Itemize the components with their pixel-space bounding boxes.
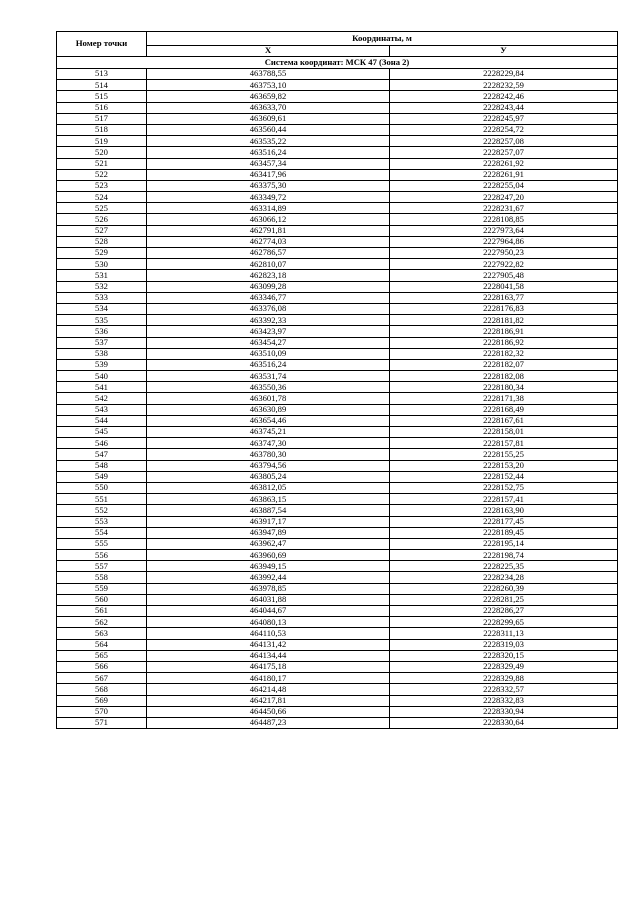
x-coordinate-cell: 464450,66: [147, 706, 390, 717]
table-row: [57, 236, 618, 247]
point-number-cell: 570: [57, 706, 147, 717]
y-coordinate-cell: 2228261,91: [390, 169, 618, 180]
point-number-cell: 553: [57, 516, 147, 527]
x-coordinate-cell: 463887,54: [147, 505, 390, 516]
y-coordinate-cell: 2228198,74: [390, 550, 618, 561]
y-coordinate-cell: 2228232,59: [390, 80, 618, 91]
x-header: X: [147, 46, 390, 57]
table-row: [57, 527, 618, 538]
x-coordinate-cell: 464080,13: [147, 617, 390, 628]
point-number-cell: 524: [57, 192, 147, 203]
point-number-cell: 534: [57, 303, 147, 314]
table-row: [57, 169, 618, 180]
point-number-cell: 543: [57, 404, 147, 415]
table-row: [57, 136, 618, 147]
point-number-cell: 561: [57, 606, 147, 617]
table-row: [57, 326, 618, 337]
point-number-cell: 517: [57, 113, 147, 124]
point-number-cell: 550: [57, 482, 147, 493]
x-coordinate-cell: 463454,27: [147, 337, 390, 348]
x-coordinate-cell: 463417,96: [147, 169, 390, 180]
x-coordinate-cell: 464044,67: [147, 606, 390, 617]
table-row: [57, 147, 618, 158]
y-coordinate-cell: 2228320,15: [390, 650, 618, 661]
point-number-cell: 537: [57, 337, 147, 348]
point-number-cell: 520: [57, 147, 147, 158]
x-coordinate-cell: 463747,30: [147, 438, 390, 449]
x-coordinate-cell: 464175,18: [147, 661, 390, 672]
x-coordinate-cell: 463535,22: [147, 136, 390, 147]
y-coordinate-cell: 2228332,57: [390, 684, 618, 695]
y-coordinate-cell: 2228330,64: [390, 717, 618, 728]
point-number-cell: 514: [57, 80, 147, 91]
point-number-cell: 535: [57, 315, 147, 326]
x-coordinate-cell: 463659,82: [147, 91, 390, 102]
y-coordinate-cell: 2228311,13: [390, 628, 618, 639]
x-coordinate-cell: 463788,55: [147, 69, 390, 80]
table-row: [57, 606, 618, 617]
table-row: [57, 471, 618, 482]
table-row: [57, 371, 618, 382]
y-coordinate-cell: 2228286,27: [390, 606, 618, 617]
y-coordinate-cell: 2228225,35: [390, 561, 618, 572]
table-row: [57, 505, 618, 516]
table-row: [57, 449, 618, 460]
point-number-cell: 542: [57, 393, 147, 404]
point-number-cell: 526: [57, 214, 147, 225]
y-coordinate-cell: 2228108,85: [390, 214, 618, 225]
table-row: [57, 427, 618, 438]
x-coordinate-cell: 463745,21: [147, 427, 390, 438]
x-coordinate-cell: 464487,23: [147, 717, 390, 728]
table-row: [57, 259, 618, 270]
coordinates-header: Координаты, м: [147, 32, 618, 46]
x-coordinate-cell: 463633,70: [147, 102, 390, 113]
point-number-cell: 522: [57, 169, 147, 180]
x-coordinate-cell: 463457,34: [147, 158, 390, 169]
x-coordinate-cell: 463346,77: [147, 292, 390, 303]
x-coordinate-cell: 463550,36: [147, 382, 390, 393]
x-coordinate-cell: 462810,07: [147, 259, 390, 270]
x-coordinate-cell: 463794,56: [147, 460, 390, 471]
point-number-cell: 548: [57, 460, 147, 471]
x-coordinate-cell: 463609,61: [147, 113, 390, 124]
point-number-cell: 560: [57, 594, 147, 605]
point-number-cell: 529: [57, 248, 147, 259]
x-coordinate-cell: 463376,08: [147, 303, 390, 314]
y-header: У: [390, 46, 618, 57]
point-number-cell: 523: [57, 180, 147, 191]
y-coordinate-cell: 2228157,81: [390, 438, 618, 449]
y-coordinate-cell: 2228171,38: [390, 393, 618, 404]
y-coordinate-cell: 2228260,39: [390, 583, 618, 594]
table-row: [57, 583, 618, 594]
y-coordinate-cell: 2227964,86: [390, 236, 618, 247]
table-row: [57, 248, 618, 259]
y-coordinate-cell: 2228243,44: [390, 102, 618, 113]
point-number-cell: 559: [57, 583, 147, 594]
x-coordinate-cell: 463753,10: [147, 80, 390, 91]
y-coordinate-cell: 2228231,67: [390, 203, 618, 214]
table-row: [57, 650, 618, 661]
point-number-cell: 518: [57, 124, 147, 135]
table-row: [57, 661, 618, 672]
point-number-cell: 551: [57, 494, 147, 505]
y-coordinate-cell: 2228299,65: [390, 617, 618, 628]
y-coordinate-cell: 2228163,90: [390, 505, 618, 516]
point-number-cell: 527: [57, 225, 147, 236]
point-number-cell: 571: [57, 717, 147, 728]
x-coordinate-cell: 464131,42: [147, 639, 390, 650]
x-coordinate-cell: 463423,97: [147, 326, 390, 337]
x-coordinate-cell: 463630,89: [147, 404, 390, 415]
y-coordinate-cell: 2228152,44: [390, 471, 618, 482]
table-row: [57, 404, 618, 415]
point-number-cell: 556: [57, 550, 147, 561]
coordinates-table: [56, 31, 618, 729]
point-number-cell: 569: [57, 695, 147, 706]
point-number-cell: 525: [57, 203, 147, 214]
table-row: [57, 415, 618, 426]
table-row: [57, 628, 618, 639]
point-number-cell: 564: [57, 639, 147, 650]
point-number-header: Номер точки: [57, 32, 147, 57]
x-coordinate-cell: 463066,12: [147, 214, 390, 225]
x-coordinate-cell: 463978,85: [147, 583, 390, 594]
table-row: [57, 225, 618, 236]
point-number-cell: 544: [57, 415, 147, 426]
table-row: [57, 113, 618, 124]
point-number-cell: 515: [57, 91, 147, 102]
x-coordinate-cell: 463960,69: [147, 550, 390, 561]
table-row: [57, 550, 618, 561]
y-coordinate-cell: 2228152,75: [390, 482, 618, 493]
x-coordinate-cell: 463099,28: [147, 281, 390, 292]
table-row: [57, 617, 618, 628]
table-row: [57, 158, 618, 169]
point-number-cell: 536: [57, 326, 147, 337]
x-coordinate-cell: 464217,81: [147, 695, 390, 706]
y-coordinate-cell: 2228329,88: [390, 673, 618, 684]
x-coordinate-cell: 463947,89: [147, 527, 390, 538]
table-body: [57, 57, 618, 729]
y-coordinate-cell: 2228182,08: [390, 371, 618, 382]
x-coordinate-cell: 463516,24: [147, 359, 390, 370]
y-coordinate-cell: 2228242,46: [390, 91, 618, 102]
point-number-cell: 521: [57, 158, 147, 169]
x-coordinate-cell: 463949,15: [147, 561, 390, 572]
table-row: [57, 438, 618, 449]
point-number-cell: 540: [57, 371, 147, 382]
y-coordinate-cell: 2228255,04: [390, 180, 618, 191]
point-number-cell: 565: [57, 650, 147, 661]
x-coordinate-cell: 463392,33: [147, 315, 390, 326]
y-coordinate-cell: 2228182,07: [390, 359, 618, 370]
table-row: [57, 192, 618, 203]
point-number-cell: 545: [57, 427, 147, 438]
y-coordinate-cell: 2228330,94: [390, 706, 618, 717]
table-row: [57, 292, 618, 303]
y-coordinate-cell: 2228176,83: [390, 303, 618, 314]
point-number-cell: 555: [57, 538, 147, 549]
table-row: [57, 717, 618, 728]
y-coordinate-cell: 2227922,82: [390, 259, 618, 270]
y-coordinate-cell: 2228157,41: [390, 494, 618, 505]
y-coordinate-cell: 2227905,48: [390, 270, 618, 281]
table-row: [57, 572, 618, 583]
point-number-cell: 568: [57, 684, 147, 695]
y-coordinate-cell: 2228168,49: [390, 404, 618, 415]
y-coordinate-cell: 2228163,77: [390, 292, 618, 303]
x-coordinate-cell: 463917,17: [147, 516, 390, 527]
point-number-cell: 566: [57, 661, 147, 672]
point-number-cell: 513: [57, 69, 147, 80]
x-coordinate-cell: 463531,74: [147, 371, 390, 382]
table-row: [57, 460, 618, 471]
y-coordinate-cell: 2228229,84: [390, 69, 618, 80]
y-coordinate-cell: 2228195,14: [390, 538, 618, 549]
table-row: [57, 281, 618, 292]
y-coordinate-cell: 2228319,03: [390, 639, 618, 650]
x-coordinate-cell: 463314,89: [147, 203, 390, 214]
x-coordinate-cell: 462791,81: [147, 225, 390, 236]
x-coordinate-cell: 464134,44: [147, 650, 390, 661]
point-number-cell: 538: [57, 348, 147, 359]
x-coordinate-cell: 464031,88: [147, 594, 390, 605]
y-coordinate-cell: 2228189,45: [390, 527, 618, 538]
document-page: [56, 31, 617, 729]
table-row: [57, 684, 618, 695]
y-coordinate-cell: 2228167,61: [390, 415, 618, 426]
x-coordinate-cell: 463812,05: [147, 482, 390, 493]
y-coordinate-cell: 2228234,28: [390, 572, 618, 583]
x-coordinate-cell: 462774,03: [147, 236, 390, 247]
point-number-cell: 567: [57, 673, 147, 684]
table-row: [57, 69, 618, 80]
y-coordinate-cell: 2228245,97: [390, 113, 618, 124]
y-coordinate-cell: 2228155,25: [390, 449, 618, 460]
point-number-cell: 530: [57, 259, 147, 270]
x-coordinate-cell: 463863,15: [147, 494, 390, 505]
table-row: [57, 516, 618, 527]
table-row: [57, 695, 618, 706]
y-coordinate-cell: 2228182,32: [390, 348, 618, 359]
table-row: [57, 124, 618, 135]
point-number-cell: 531: [57, 270, 147, 281]
table-row: [57, 337, 618, 348]
table-row: [57, 214, 618, 225]
y-coordinate-cell: 2228177,45: [390, 516, 618, 527]
x-coordinate-cell: 463992,44: [147, 572, 390, 583]
table-row: [57, 203, 618, 214]
table-row: [57, 359, 618, 370]
x-coordinate-cell: 463601,78: [147, 393, 390, 404]
y-coordinate-cell: 2228257,08: [390, 136, 618, 147]
x-coordinate-cell: 464110,53: [147, 628, 390, 639]
table-row: [57, 348, 618, 359]
y-coordinate-cell: 2228181,82: [390, 315, 618, 326]
y-coordinate-cell: 2227973,64: [390, 225, 618, 236]
table-row: [57, 393, 618, 404]
table-row: [57, 494, 618, 505]
table-row: [57, 315, 618, 326]
coordinate-system-row: [57, 57, 618, 69]
point-number-cell: 541: [57, 382, 147, 393]
y-coordinate-cell: 2228281,25: [390, 594, 618, 605]
y-coordinate-cell: 2228186,92: [390, 337, 618, 348]
y-coordinate-cell: 2228158,01: [390, 427, 618, 438]
table-row: [57, 91, 618, 102]
y-coordinate-cell: 2228254,72: [390, 124, 618, 135]
x-coordinate-cell: 463962,47: [147, 538, 390, 549]
table-row: [57, 594, 618, 605]
table-row: [57, 639, 618, 650]
table-row: [57, 80, 618, 91]
y-coordinate-cell: 2228261,92: [390, 158, 618, 169]
x-coordinate-cell: 462786,57: [147, 248, 390, 259]
point-number-cell: 563: [57, 628, 147, 639]
y-coordinate-cell: 2227950,23: [390, 248, 618, 259]
x-coordinate-cell: 463349,72: [147, 192, 390, 203]
point-number-cell: 547: [57, 449, 147, 460]
x-coordinate-cell: 463516,24: [147, 147, 390, 158]
point-number-cell: 557: [57, 561, 147, 572]
x-coordinate-cell: 464214,48: [147, 684, 390, 695]
table-row: [57, 102, 618, 113]
point-number-cell: 528: [57, 236, 147, 247]
table-row: [57, 561, 618, 572]
x-coordinate-cell: 463654,46: [147, 415, 390, 426]
table-row: [57, 706, 618, 717]
x-coordinate-cell: 463805,24: [147, 471, 390, 482]
y-coordinate-cell: 2228180,34: [390, 382, 618, 393]
point-number-cell: 562: [57, 617, 147, 628]
point-number-cell: 519: [57, 136, 147, 147]
table-row: [57, 673, 618, 684]
y-coordinate-cell: 2228329,49: [390, 661, 618, 672]
point-number-cell: 549: [57, 471, 147, 482]
table-row: [57, 180, 618, 191]
y-coordinate-cell: 2228257,07: [390, 147, 618, 158]
point-number-cell: 554: [57, 527, 147, 538]
y-coordinate-cell: 2228332,83: [390, 695, 618, 706]
x-coordinate-cell: 463375,30: [147, 180, 390, 191]
table-row: [57, 538, 618, 549]
coordinate-system-label: Система координат: МСК 47 (Зона 2): [57, 57, 618, 69]
table-row: [57, 270, 618, 281]
point-number-cell: 532: [57, 281, 147, 292]
y-coordinate-cell: 2228041,58: [390, 281, 618, 292]
y-coordinate-cell: 2228186,91: [390, 326, 618, 337]
point-number-cell: 546: [57, 438, 147, 449]
point-number-cell: 558: [57, 572, 147, 583]
x-coordinate-cell: 463560,44: [147, 124, 390, 135]
table-row: [57, 303, 618, 314]
x-coordinate-cell: 462823,18: [147, 270, 390, 281]
point-number-cell: 552: [57, 505, 147, 516]
point-number-cell: 516: [57, 102, 147, 113]
x-coordinate-cell: 463780,30: [147, 449, 390, 460]
table-row: [57, 482, 618, 493]
table-row: [57, 382, 618, 393]
header-row-1: [57, 32, 618, 46]
point-number-cell: 533: [57, 292, 147, 303]
y-coordinate-cell: 2228153,20: [390, 460, 618, 471]
x-coordinate-cell: 463510,09: [147, 348, 390, 359]
y-coordinate-cell: 2228247,20: [390, 192, 618, 203]
point-number-cell: 539: [57, 359, 147, 370]
x-coordinate-cell: 464180,17: [147, 673, 390, 684]
